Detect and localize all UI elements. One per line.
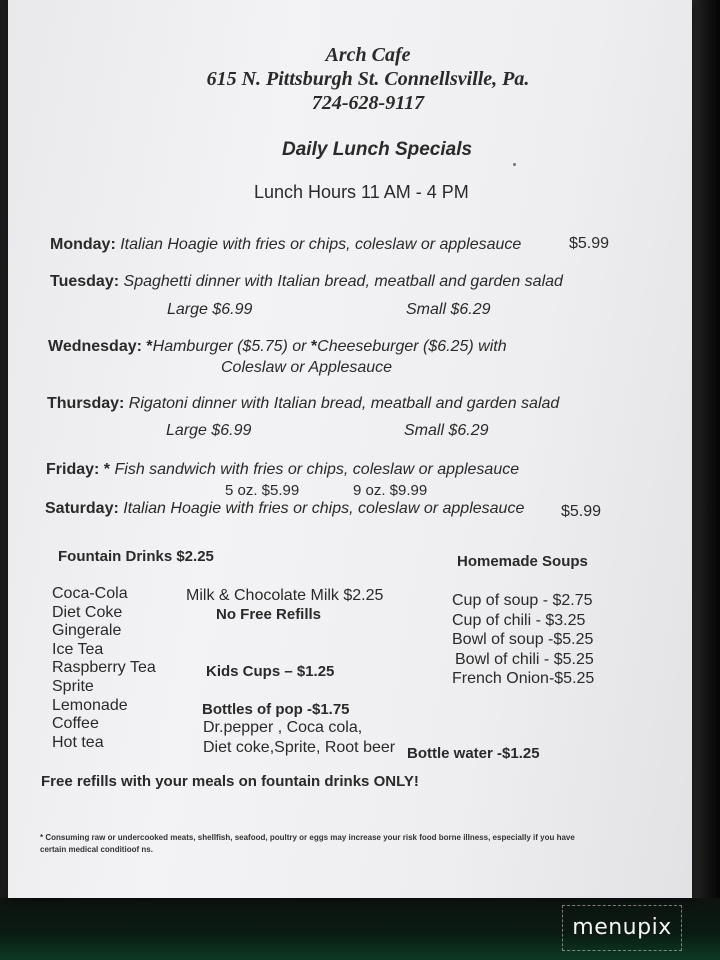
soup-item: Bowl of chili - $5.25 xyxy=(455,650,594,668)
cafe-address: 615 N. Pittsburgh St. Connellsville, Pa. xyxy=(206,68,530,90)
fountain-item: Lemonade xyxy=(52,696,128,714)
friday-special xyxy=(46,461,519,479)
special-desc: Rigatoni dinner with Italian bread, meatball and garden salad xyxy=(128,395,560,412)
lunch-hours: Lunch Hours 11 AM - 4 PM xyxy=(254,182,469,202)
day-label: Wednesday: xyxy=(48,338,142,355)
fountain-item: Gingerale xyxy=(52,622,122,640)
special-desc: Hamburger ($5.75) or xyxy=(152,338,307,355)
fountain-item: Diet Coke xyxy=(52,603,123,621)
saturday-special xyxy=(45,500,524,518)
bottles-line-2: Diet coke,Sprite, Root beer xyxy=(203,739,396,756)
asterisk: * xyxy=(103,461,111,478)
fountain-item: Coffee xyxy=(52,715,99,733)
friday-5oz-price: 5 oz. $5.99 xyxy=(225,482,300,499)
wednesday-sides: Coleslaw or Applesauce xyxy=(221,359,393,376)
menupix-watermark: menupix xyxy=(562,905,682,951)
fountain-item: Coca-Cola xyxy=(52,585,128,602)
no-free-refills: No Free Refills xyxy=(216,606,322,623)
soup-item: Bowl of soup -$5.25 xyxy=(452,631,594,649)
special-desc: Spaghetti dinner with Italian bread, meatball and garden salad xyxy=(123,273,563,290)
soup-item: Cup of chili - $3.25 xyxy=(452,611,586,629)
thursday-special xyxy=(47,395,559,413)
fountain-item: Raspberry Tea xyxy=(52,659,156,677)
special-desc: Fish sandwich with fries or chips, coleslaw or applesauce xyxy=(114,461,520,478)
asterisk: * xyxy=(310,338,318,355)
day-label: Saturday: xyxy=(45,500,119,517)
fountain-list xyxy=(52,585,156,752)
menu-page xyxy=(8,0,692,898)
day-label: Tuesday: xyxy=(50,273,120,290)
special-desc: Italian Hoagie with fries or chips, coleslaw or applesauce xyxy=(120,236,522,253)
disclaimer-line-1: * Consuming raw or undercooked meats, shellfish, seafood, poultry or eggs may increase your risk food borne illness, especially if you have xyxy=(40,833,575,842)
asterisk: * xyxy=(146,338,153,355)
page-title: Daily Lunch Specials xyxy=(282,139,473,160)
paper-speck xyxy=(513,163,516,166)
day-label: Monday: xyxy=(50,236,116,253)
cafe-name: Arch Cafe xyxy=(325,44,411,66)
disclaimer-line-2: certain medical conditioof ns. xyxy=(40,845,153,854)
tuesday-small-price: Small $6.29 xyxy=(406,301,491,318)
bottles-line-1: Dr.pepper , Coca cola, xyxy=(203,719,363,736)
thursday-large-price: Large $6.99 xyxy=(166,422,252,439)
monday-price: $5.99 xyxy=(569,235,610,252)
tuesday-special xyxy=(50,273,563,291)
binder-edge xyxy=(692,0,720,960)
kids-cups-price: Kids Cups – $1.25 xyxy=(206,663,335,680)
fountain-heading: Fountain Drinks $2.25 xyxy=(58,548,214,565)
tuesday-large-price: Large $6.99 xyxy=(167,301,253,318)
soups-list xyxy=(452,591,594,689)
day-label: Friday: xyxy=(46,461,100,478)
fountain-item: Hot tea xyxy=(52,733,104,751)
bottles-heading: Bottles of pop -$1.75 xyxy=(202,701,350,718)
special-desc: Cheeseburger ($6.25) with xyxy=(317,338,507,355)
wednesday-special xyxy=(48,338,507,356)
fountain-item: Ice Tea xyxy=(52,640,104,658)
thursday-small-price: Small $6.29 xyxy=(404,422,489,439)
soups-heading: Homemade Soups xyxy=(457,553,588,570)
bottle-water-price: Bottle water -$1.25 xyxy=(407,745,540,762)
special-desc: Italian Hoagie with fries or chips, coleslaw or applesauce xyxy=(123,500,525,517)
milk-price: Milk & Chocolate Milk $2.25 xyxy=(186,587,384,604)
cafe-phone: 724-628-9117 xyxy=(311,92,425,114)
friday-9oz-price: 9 oz. $9.99 xyxy=(353,482,428,499)
soup-item: French Onion-$5.25 xyxy=(452,670,595,688)
fountain-item: Sprite xyxy=(52,677,94,695)
free-refills-note: Free refills with your meals on fountain drinks ONLY! xyxy=(41,773,419,790)
monday-special xyxy=(50,236,521,254)
saturday-price: $5.99 xyxy=(561,503,602,520)
soup-item: Cup of soup - $2.75 xyxy=(452,592,593,609)
day-label: Thursday: xyxy=(47,395,125,412)
